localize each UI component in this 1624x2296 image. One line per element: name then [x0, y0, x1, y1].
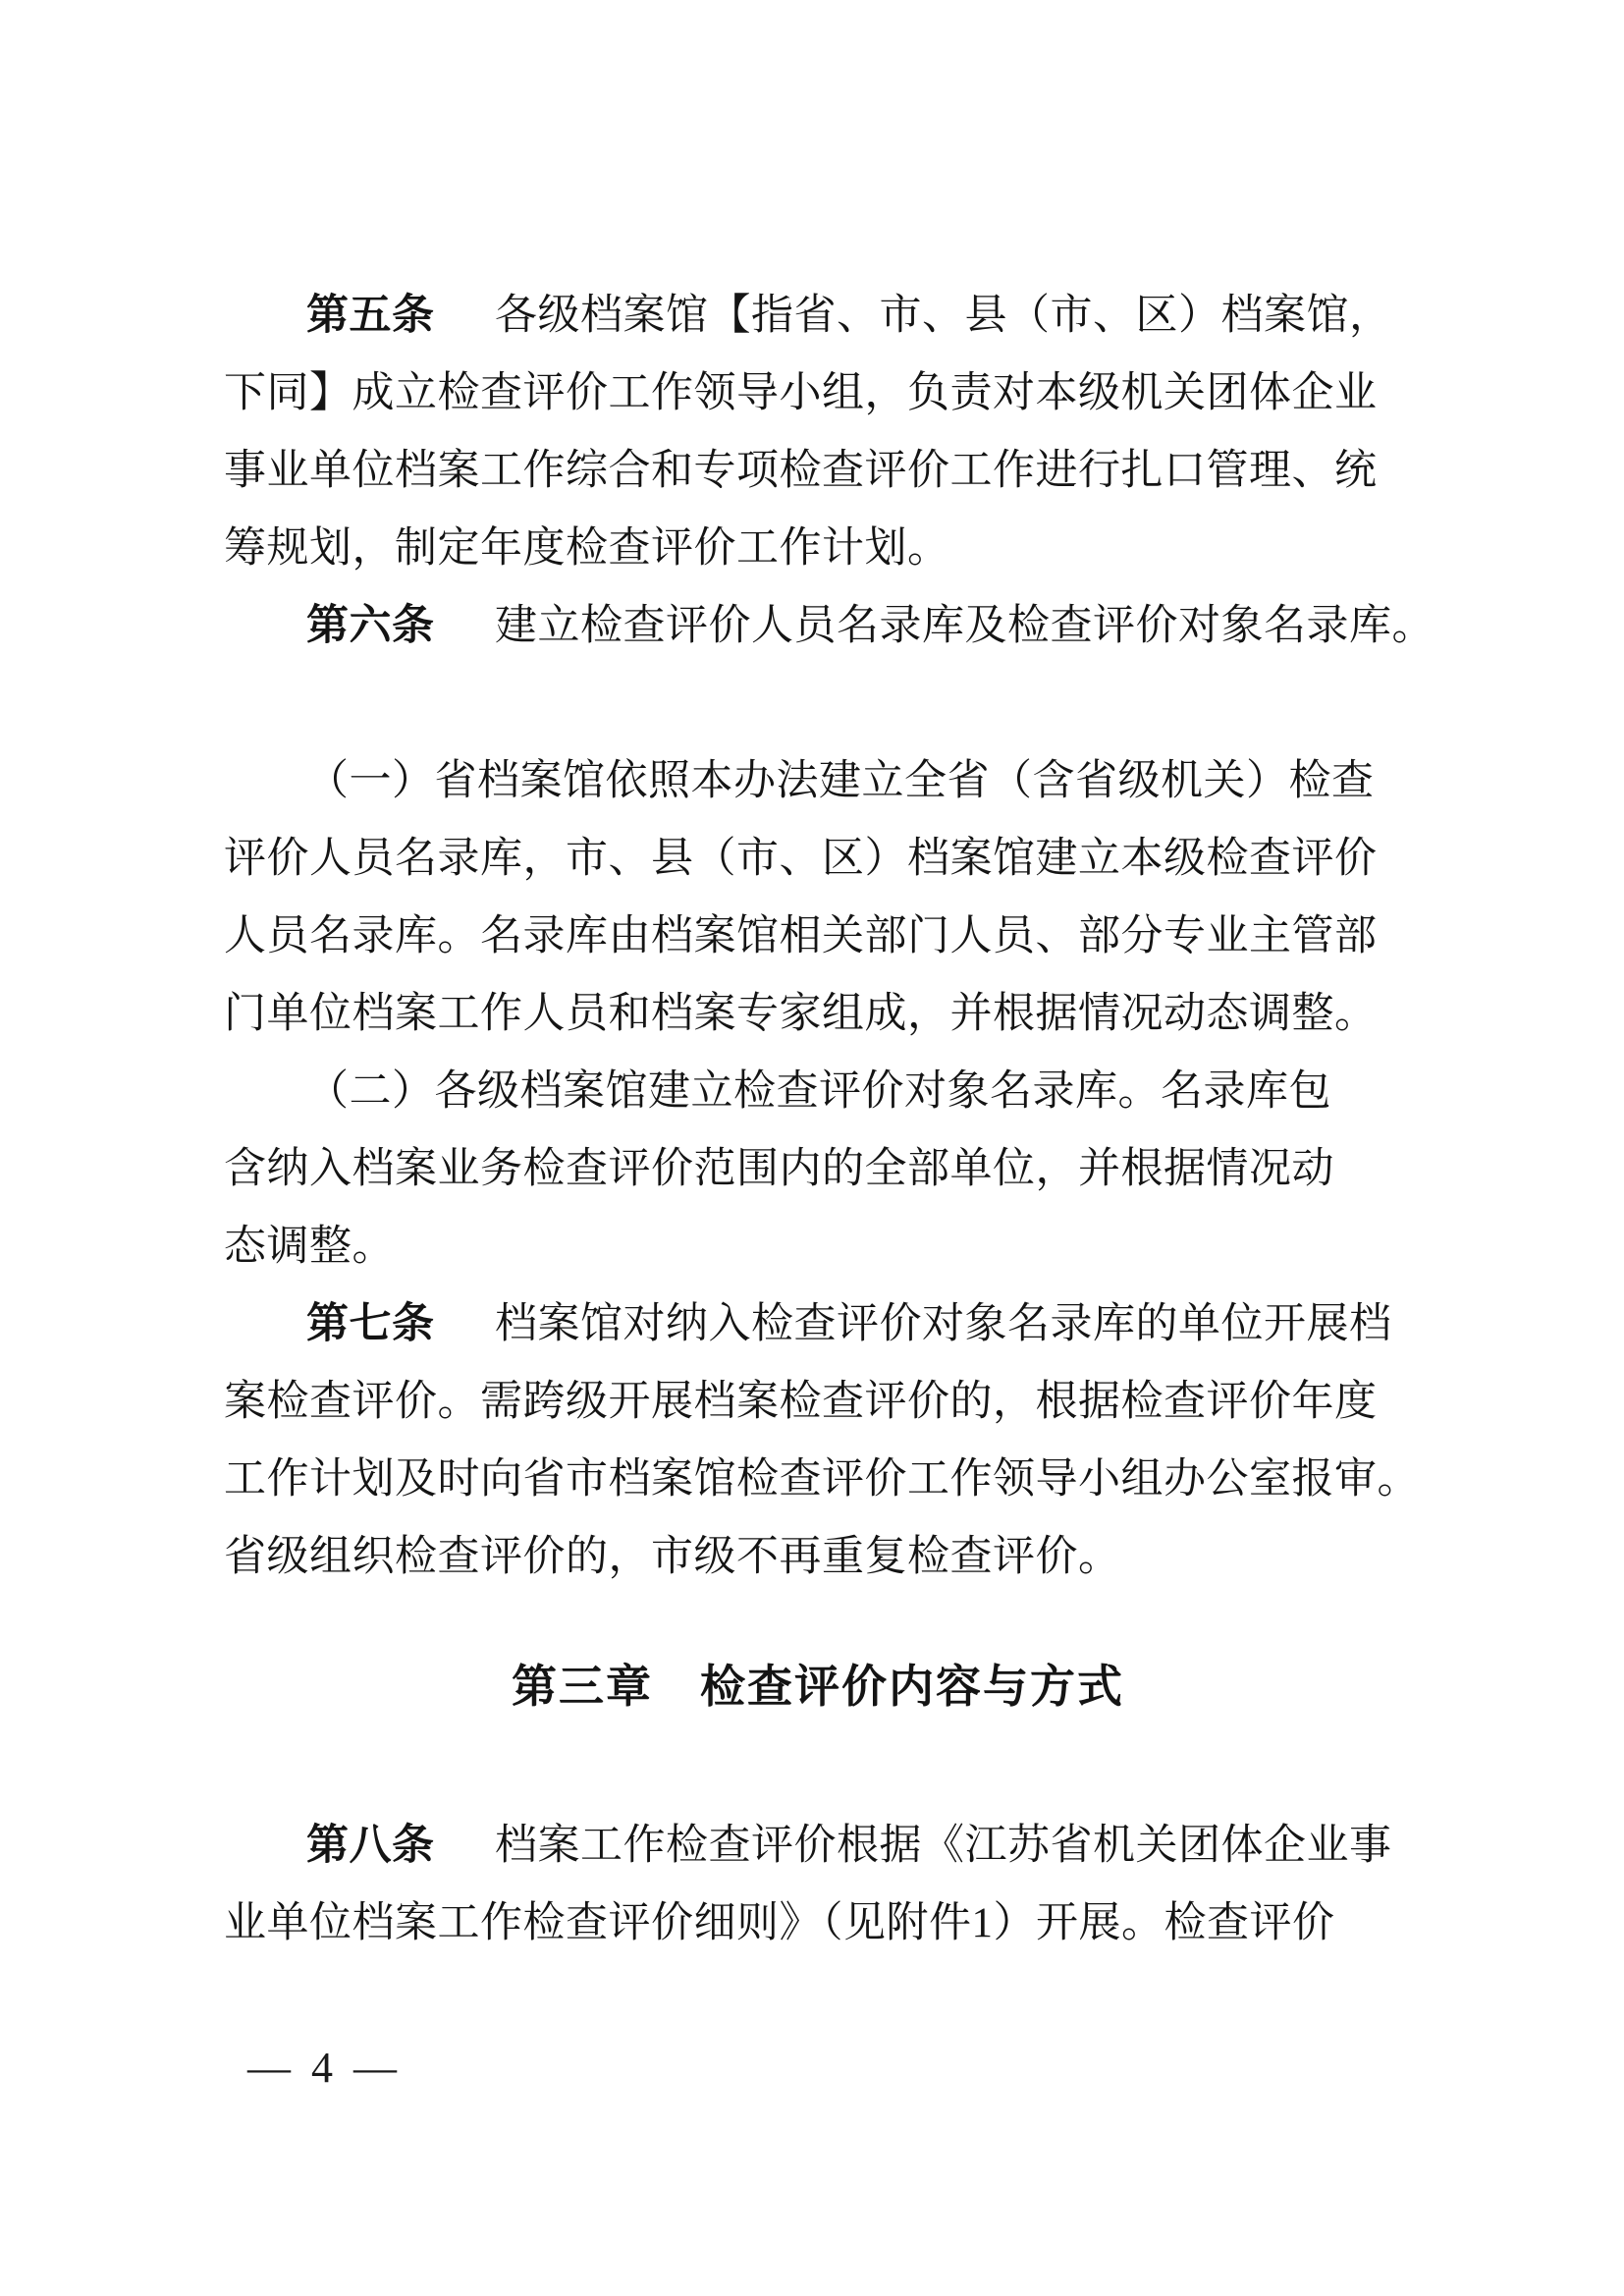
paragraph-line — [224, 587, 1435, 665]
article-number: 第七条 — [306, 1300, 435, 1347]
paragraph-line — [224, 1807, 1412, 1885]
paragraph-line — [224, 1441, 1420, 1518]
paragraph-line — [224, 975, 1412, 1053]
line-text: 案检查评价。需跨级开展档案检查评价的，根据检查评价年度 — [224, 1379, 1378, 1425]
chapter-heading: 第三章 检查评价内容与方式 — [512, 1661, 1124, 1712]
paragraph-line — [224, 1885, 1412, 1962]
line-text: （二）各级档案馆建立检查评价对象名录库。名录库包 — [306, 1068, 1331, 1115]
line-text: 各级档案馆【指省、市、县（市、区）档案馆， — [452, 293, 1392, 339]
line-text: （一）省档案馆依照本办法建立全省（含省级机关）检查 — [306, 758, 1375, 804]
line-text: 门单位档案工作人员和档案专家组成，并根据情况动态调整。 — [224, 991, 1378, 1037]
line-text: 省级组织检查评价的，市级不再重复检查评价。 — [224, 1534, 1121, 1580]
paragraph-line — [224, 1053, 1412, 1130]
line-text: 筹规划，制定年度检查评价工作计划。 — [224, 525, 950, 572]
paragraph-line — [224, 742, 1412, 820]
paragraph-line — [224, 355, 1412, 432]
article-number: 第六条 — [306, 602, 435, 649]
document-body — [224, 277, 1435, 1962]
paragraph-line — [224, 432, 1412, 510]
line-text: 档案工作检查评价根据《江苏省机关团体企业事 — [452, 1823, 1392, 1869]
line-text: 人员名录库。名录库由档案馆相关部门人员、部分专业主管部 — [224, 913, 1378, 959]
paragraph-line — [224, 510, 1412, 587]
paragraph-line — [224, 1285, 1412, 1363]
line-text: 下同】成立检查评价工作领导小组，负责对本级机关团体企业 — [224, 370, 1378, 416]
paragraph-line — [224, 1363, 1412, 1441]
article-number: 第八条 — [306, 1822, 435, 1869]
article-number: 第五条 — [306, 292, 435, 339]
page-number: — 4 — — [247, 2044, 402, 2092]
paragraph-line — [224, 820, 1412, 898]
line-text: 事业单位档案工作综合和专项检查评价工作进行扎口管理、统 — [224, 448, 1378, 494]
paragraph-line — [224, 277, 1412, 355]
paragraph-line — [224, 1518, 1412, 1596]
line-text: 态调整。 — [224, 1224, 395, 1270]
paragraph-line — [224, 1130, 1412, 1208]
line-text: 业单位档案工作检查评价细则》（见附件1）开展。检查评价 — [224, 1900, 1335, 1946]
paragraph-line — [224, 898, 1412, 975]
line-text: 建立检查评价人员名录库及检查评价对象名录库。 — [452, 603, 1435, 649]
paragraph-line — [224, 1208, 1412, 1285]
line-text: 含纳入档案业务检查评价范围内的全部单位，并根据情况动 — [224, 1146, 1334, 1192]
line-text: 评价人员名录库，市、县（市、区）档案馆建立本级检查评价 — [224, 836, 1378, 882]
line-text: 档案馆对纳入检查评价对象名录库的单位开展档 — [452, 1301, 1392, 1347]
line-text: 工作计划及时向省市档案馆检查评价工作领导小组办公室报审。 — [224, 1456, 1420, 1503]
